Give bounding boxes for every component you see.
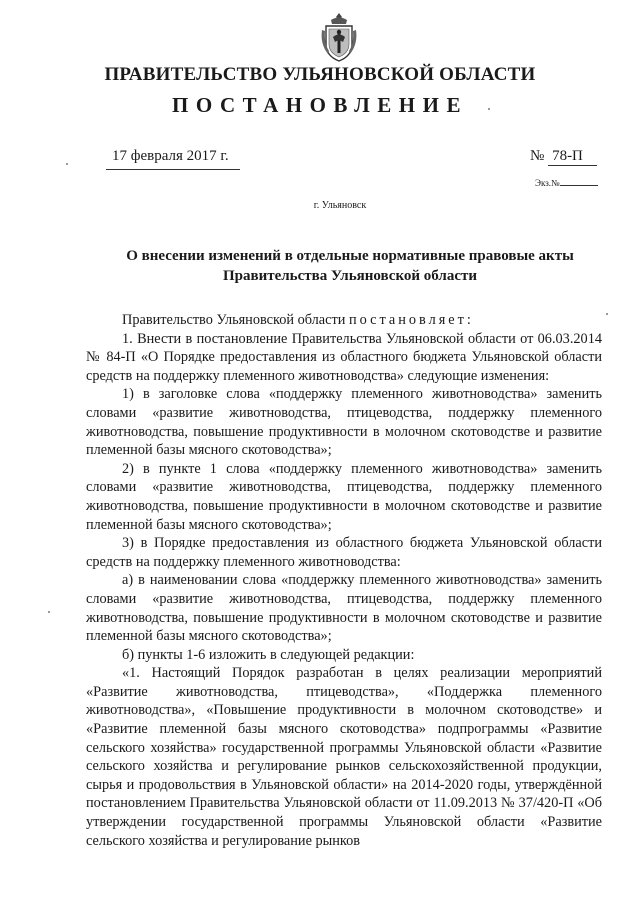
document-date: 17 февраля 2017 г. xyxy=(112,148,229,164)
copy-number xyxy=(535,178,598,188)
paragraph-5: а) в наименовании слова «поддержку племенного животноводства» заменить словами «развитие животноводства, птицеводства, поддержку племенного животноводства, повышение продуктивности в молочном скотоводстве и развитие племенной базы мясного скотоводства»; xyxy=(86,572,602,645)
scan-speck xyxy=(66,163,68,165)
paragraph-3: 2) в пункте 1 слова «поддержку племенного животноводства» заменить словами «развитие животноводства, птицеводства, поддержку племенного животноводства, повышение продуктивности в молочном скотоводстве и развитие племенной базы мясного скотоводства»; xyxy=(86,460,602,533)
document-title xyxy=(60,246,640,286)
document-number xyxy=(530,148,597,166)
scan-speck xyxy=(606,313,608,315)
scan-speck xyxy=(48,611,50,613)
government-name: ПРАВИТЕЛЬСТВО УЛЬЯНОВСКОЙ ОБЛАСТИ xyxy=(104,64,536,85)
number-sign: № xyxy=(530,148,545,164)
paragraph-preamble xyxy=(86,311,602,330)
copy-blank-line xyxy=(560,185,598,186)
number-value: 78-П xyxy=(548,148,597,166)
title-line-1: О внесении изменений в отдельные нормативные правовые акты xyxy=(126,248,574,264)
scan-speck xyxy=(488,108,490,110)
date-underline xyxy=(106,169,240,170)
title-line-2: Правительства Ульяновской области xyxy=(222,268,478,284)
city-name: г. Ульяновск xyxy=(313,200,367,211)
document-type: ПОСТАНОВЛЕНИЕ xyxy=(172,93,468,117)
paragraph-2: 1) в заголовке слова «поддержку племенного животноводства» заменить словами «развитие животноводства, птицеводства, поддержку племенного животноводства, повышение продуктивности в молочном скотоводстве и развитие племенной базы мясного скотоводства»; xyxy=(86,386,602,459)
paragraph-1: 1. Внести в постановление Правительства Ульяновской области от 06.03.2014 № 84-П «О Порядке предоставления из областного бюджета Ульяновской области средств на поддержку племенного животноводства» следующие изменения: xyxy=(86,330,602,384)
preamble-verb: постановляет: xyxy=(348,312,474,328)
coat-of-arms-icon xyxy=(319,10,359,64)
paragraph-4: 3) в Порядке предоставления из областного бюджета Ульяновской области средств на поддержку племенного животноводства: xyxy=(86,535,602,570)
preamble-subject: Правительство Ульяновской области xyxy=(122,312,346,328)
paragraph-7: «1. Настоящий Порядок разработан в целях реализации мероприятий «Развитие животноводства, птицеводства», «Поддержка племенного животноводства», «Повышение продуктивности в молочном скотоводстве» и «Развитие племенной базы мясного скотоводства» подпрограммы «Развитие сельского хозяйства» государственной программы Ульяновской области «Развитие сельского хозяйства и регулирование рынков сельскохозяйственной продукции, сырья и продовольствия в Ульяновской области» на 2014-2020 годы, утверждённой постановлением Правительства Ульяновской области от 11.09.2013 № 37/420-П «Об утверждении государственной программы Ульяновской области «Развитие сельского хозяйства и регулирование рынков xyxy=(86,665,602,849)
paragraph-6: б) пункты 1-6 изложить в следующей редакции: xyxy=(122,646,415,663)
copy-label: Экз.№ xyxy=(535,178,560,188)
document-body xyxy=(86,311,602,850)
